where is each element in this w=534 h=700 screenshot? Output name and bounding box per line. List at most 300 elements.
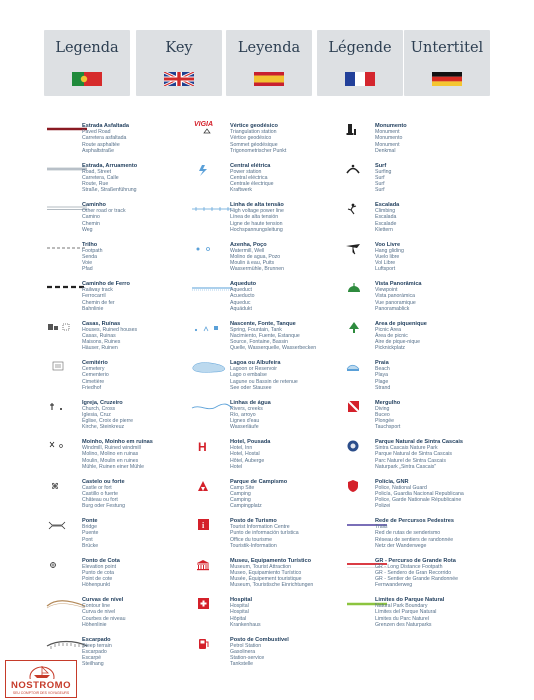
legend-text: [82, 123, 202, 154]
legend-translation: Vol Libre: [375, 260, 396, 267]
legend-translation: Vue panoramique: [375, 299, 416, 306]
legend-translation: Monument: [375, 141, 400, 148]
legend-translation: Picknickplatz: [375, 345, 405, 352]
legend-title: Curvas de nível: [82, 597, 124, 603]
legend-item: [45, 400, 202, 438]
legend-translation: Hotel, Hostal: [230, 451, 260, 458]
legend-title: Monumento: [375, 123, 407, 129]
legend-translation: Naturpark „Sintra Cascais": [375, 463, 437, 470]
legend-translation: Pont: [82, 536, 93, 543]
legend-text: [82, 163, 202, 194]
legend-translation: Hospital: [230, 603, 249, 610]
legend-title: Praia: [375, 360, 389, 366]
legend-text: [230, 558, 350, 589]
legend-translation: Quelle, Wasserquelle, Wasserbecken: [230, 345, 317, 352]
legend-translation: Molino, Molino en ruinas: [82, 451, 139, 458]
legend-title: Castelo ou forte: [82, 478, 125, 485]
waterline-icon: [190, 400, 234, 414]
logo-name: NOSTROMO: [11, 680, 71, 691]
legend-translation: Natural Park Boundary: [375, 603, 428, 610]
legend-translation: Klettern: [375, 226, 393, 233]
legend-translation: Pfad: [82, 266, 93, 273]
legend-title: Linha de alta tensão: [230, 202, 284, 208]
legend-item: [345, 479, 495, 517]
legend-translation: See oder Stausee: [230, 384, 272, 391]
legend-translation: Red de rutas de senderismo: [375, 530, 441, 537]
legend-translation: Surf: [375, 174, 385, 181]
legend-text: [82, 281, 202, 312]
legend-text: [82, 479, 202, 510]
legend-title: Cemitério: [82, 360, 108, 366]
legend-translation: Friedhof: [82, 384, 102, 391]
legend-translation: Nacimiento, Fuente, Estanque: [230, 332, 300, 339]
legend-translation: Häuser, Ruinen: [82, 345, 118, 352]
ship-logo-icon: [28, 663, 56, 679]
legend-title: Museu, Equipamento Turístico: [230, 557, 312, 564]
legend-translation: Trails: [375, 524, 388, 531]
legend-translation: Campingplatz: [230, 503, 262, 510]
legend-translation: Parque Natural de Sintra Cascais: [375, 451, 452, 458]
legend-translation: Beach: [375, 366, 390, 373]
legend-translation: Houses, Ruined houses: [82, 326, 138, 333]
legend-translation: Museum, Touristische Einrichtungen: [230, 582, 314, 589]
legend-translation: Power station: [230, 168, 262, 175]
legend-item: [190, 558, 350, 596]
legend-translation: Molino de agua, Pozo: [230, 253, 281, 260]
legend-translation: Point de cote: [82, 576, 113, 583]
legend-text: [375, 123, 495, 154]
legend-item: [190, 202, 350, 240]
geodesic-vertex-icon: [190, 123, 234, 137]
legend-item: [45, 202, 202, 240]
legend-translation: Puente: [82, 530, 99, 537]
legend-title: Linhas de água: [230, 399, 271, 406]
legend-translation: Cimetière: [82, 378, 105, 385]
legend-translation: Centrale électrique: [230, 181, 274, 188]
legend-translation: Petrol Station: [230, 642, 262, 649]
legend-text: [82, 242, 202, 273]
legend-translation: Punto de información turística: [230, 530, 299, 537]
legend-translation: Surf: [375, 187, 385, 194]
legend-item: [345, 321, 495, 359]
legend-translation: Voie: [82, 260, 93, 267]
legend-translation: Lagune ou Bassin de retenue: [230, 378, 298, 385]
legend-translation: Polizei: [375, 503, 391, 510]
legend-text: [230, 400, 350, 431]
legend-item: [190, 439, 350, 477]
legend-translation: Paved Road: [82, 129, 111, 136]
legend-text: [375, 400, 495, 431]
legend-text: [375, 360, 495, 391]
legend-translation: Castillo o fuerte: [82, 490, 119, 497]
legend-item: [345, 360, 495, 398]
legend-translation: Plage: [375, 378, 389, 385]
legend-text: [375, 439, 495, 470]
legend-text: [82, 518, 202, 549]
legend-translation: Denkmal: [375, 147, 396, 154]
legend-translation: Fernwanderweg: [375, 582, 413, 589]
legend-translation: Moulin, Moulin en ruines: [82, 457, 139, 464]
legend-translation: Buceo: [375, 411, 390, 418]
power-line-icon: [190, 202, 234, 216]
tab-label: Legenda: [55, 40, 119, 56]
legend-text: [230, 518, 350, 549]
legend-translation: Hôtel, Auberge: [230, 457, 265, 464]
legend-item: [345, 400, 495, 438]
legend-title: Ponte: [82, 518, 98, 524]
legend-translation: Wassermühle, Brunnen: [230, 266, 285, 273]
legend-text: [82, 360, 202, 391]
hotel-icon: [190, 439, 234, 453]
legend-item: [45, 597, 202, 635]
legend-translation: Wasserläufe: [230, 424, 259, 431]
legend-item: [190, 360, 350, 398]
legend-item: [45, 242, 202, 280]
legend-translation: Central eléctrica: [230, 174, 268, 181]
legend-translation: Straße, Straßenführung: [82, 187, 137, 194]
legend-item: [190, 400, 350, 438]
legend-title: Nascente, Fonte, Tanque: [230, 320, 296, 327]
legend-item: [45, 163, 202, 201]
legend-title: Estrada Asfaltada: [82, 123, 130, 129]
legend-text: [230, 597, 350, 628]
legend-translation: Lago o embalse: [230, 372, 267, 379]
legend-translation: Punto de cota: [82, 569, 115, 576]
legend-translation: Museum, Tourist Attraction: [230, 563, 292, 570]
legend-translation: Surfing: [375, 168, 392, 175]
legend-translation: Monument: [375, 129, 400, 136]
legend-title: Parque Natural de Sintra Cascais: [375, 439, 463, 445]
legend-text: [230, 281, 350, 312]
legend-translation: Other road or track: [82, 208, 126, 215]
legend-translation: Tauchsport: [375, 424, 401, 431]
legend-translation: Escarpado: [82, 648, 107, 655]
legend-translation: Plongée: [375, 418, 395, 425]
legend-item: [45, 558, 202, 596]
legend-title: Surf: [375, 162, 387, 169]
legend-translation: Área de picnic: [375, 332, 408, 339]
legend-translation: GR - Sentier de Grande Randonnée: [375, 576, 459, 583]
svg-text:i: i: [202, 521, 205, 530]
legend-translation: Castle or fort: [82, 484, 112, 491]
legend-translation: Steilhang: [82, 661, 104, 668]
legend-title: Posto de Turismo: [230, 518, 277, 524]
legend-item: [345, 202, 495, 240]
legend-translation: Office du tourisme: [230, 536, 272, 543]
legend-title: Escalada: [375, 202, 400, 208]
legend-title: Moinho, Moinho em ruínas: [82, 439, 153, 445]
legend-translation: Escalada: [375, 214, 397, 221]
legend-translation: Tourist Information Centre: [230, 524, 290, 531]
legend-translation: Acueducto: [230, 293, 255, 300]
legend-translation: Maisons, Ruines: [82, 339, 121, 346]
legend-text: [82, 202, 202, 233]
legend-title: Aqueduto: [230, 281, 257, 287]
legend-text: [375, 321, 495, 352]
legend-translation: Sintra Cascais Nature Park: [375, 445, 438, 452]
logo-tagline: SEU COMPTOIR DES VOYAGEURS: [12, 691, 70, 695]
legend-translation: Railway track: [82, 287, 113, 294]
legend-translation: Bahnlinie: [82, 305, 104, 312]
legend-text: [82, 637, 202, 668]
legend-translation: Brücke: [82, 542, 99, 549]
legend-translation: Kraftwerk: [230, 187, 252, 194]
legend-translation: Burg oder Festung: [82, 503, 125, 510]
legend-text: [375, 597, 495, 628]
legend-translation: Viewpoint: [375, 287, 398, 294]
legend-translation: Road, Street: [82, 168, 112, 175]
legend-item: [345, 518, 495, 556]
legend-translation: Lignes d'eau: [230, 418, 260, 425]
legend-title: Vista Panorâmica: [375, 281, 422, 287]
legend-translation: Réseau de sentiers de randonnée: [375, 536, 454, 543]
legend-translation: Route, Rue: [82, 181, 109, 188]
legend-translation: Cementerio: [82, 372, 109, 379]
nostromo-logo: [5, 660, 77, 698]
legend-translation: Touristik-Information: [230, 542, 277, 549]
legend-translation: Camp Site: [230, 484, 255, 491]
legend-translation: Aqueduct: [230, 287, 252, 294]
legend-translation: Chemin: [82, 220, 100, 227]
legend-item: [345, 597, 495, 635]
legend-text: [230, 163, 350, 194]
legend-translation: Trigonometrischer Punkt: [230, 147, 287, 154]
legend-item: [345, 558, 495, 596]
hospital-icon: [190, 597, 234, 611]
legend-translation: Línea de alta tensión: [230, 214, 279, 221]
legend-text: [82, 321, 202, 352]
legend-item: [345, 242, 495, 280]
legend-text: [375, 281, 495, 312]
legend-translation: Hôpital: [230, 615, 247, 622]
legend-translation: Diving: [375, 405, 390, 412]
legend-translation: Windmill, Ruined windmill: [82, 445, 141, 452]
legend-text: [230, 439, 350, 470]
legend-translation: Asphaltstraße: [82, 147, 115, 154]
legend-title: Hotel, Pousada: [230, 439, 271, 445]
legend-text: [375, 163, 495, 194]
legend-translation: Aire de pique-nique: [375, 339, 420, 346]
tab-label: Untertitel: [410, 40, 484, 56]
legend-translation: GR - Sendero de Gran Recorrido: [375, 569, 452, 576]
spring-fountain-icon: [190, 321, 234, 335]
legend-translation: Police, National Guard: [375, 484, 427, 491]
legend-translation: Hospital: [230, 609, 249, 616]
legend-text: [230, 637, 350, 668]
legend-text: [375, 242, 495, 273]
legend-translation: Weg: [82, 226, 93, 233]
legend-translation: Triangulation station: [230, 129, 277, 136]
legend-translation: Río, arroyo: [230, 411, 256, 418]
legend-item: [45, 123, 202, 161]
legend-text: [375, 479, 495, 510]
legend-title: GR - Percurso de Grande Rota: [375, 557, 456, 564]
legend-title: Limites do Parque Natural: [375, 597, 445, 603]
legend-title: Parque de Campismo: [230, 478, 288, 485]
legend-item: [45, 360, 202, 398]
legend-translation: Château ou fort: [82, 497, 118, 504]
legend-translation: Iglesia, Cruz: [82, 411, 111, 418]
legend-item: [45, 281, 202, 319]
legend-translation: Escalade: [375, 220, 397, 227]
legend-title: Central elétrica: [230, 162, 271, 169]
legend-item: [45, 479, 202, 517]
legend-item: [190, 597, 350, 635]
legend-translation: Aqueduc: [230, 299, 251, 306]
legend-translation: Strand: [375, 384, 391, 391]
legend-text: [230, 479, 350, 510]
legend-translation: Chemin de fer: [82, 299, 115, 306]
legend-translation: Camping: [230, 497, 251, 504]
legend-item: [345, 163, 495, 201]
legend-translation: Lagoon or Reservoir: [230, 366, 278, 373]
legend-translation: Panoramablick: [375, 305, 410, 312]
legend-translation: Rivers, creeks: [230, 405, 263, 412]
legend-translation: Camino: [82, 214, 100, 221]
legend-translation: Curva de nivel: [82, 609, 116, 616]
legend-translation: Elevation point: [82, 563, 117, 570]
tab-label: Key: [165, 40, 193, 56]
legend-item: [45, 518, 202, 556]
legend-translation: Senda: [82, 253, 98, 260]
legend-translation: GR - Long Distance Footpath: [375, 563, 443, 570]
legend-translation: Hang gliding: [375, 247, 404, 254]
legend-translation: Limites du Parc Naturel: [375, 615, 429, 622]
svg-text:⌘: ⌘: [51, 481, 59, 491]
legend-translation: Ferrocarril: [82, 293, 106, 300]
legend-item: [190, 479, 350, 517]
legend-translation: Carretera, Calle: [82, 174, 119, 181]
legend-title: Ponto de Cota: [82, 557, 120, 564]
legend-text: [82, 597, 202, 628]
legend-translation: Spring, Fountain, Tank: [230, 326, 282, 333]
legend-item: [190, 281, 350, 319]
legend-text: [230, 321, 350, 352]
legend-item: [45, 321, 202, 359]
legend-translation: Casas, Ruinas: [82, 332, 116, 339]
legend-item: [190, 321, 350, 359]
legend-translation: Contour line: [82, 603, 110, 610]
legend-translation: Hotel: [230, 463, 243, 470]
legend-item: [190, 637, 350, 675]
legend-translation: Gasolinera: [230, 648, 256, 655]
legend-translation: Escarpé: [82, 655, 102, 662]
legend-translation: Vista panorámica: [375, 293, 415, 300]
legend-text: [230, 202, 350, 233]
tourist-info-icon: [190, 518, 234, 532]
legend-translation: Courbes de niveau: [82, 615, 126, 622]
legend-title: Hospital: [230, 597, 253, 603]
legend-title: Polícia, GNR: [375, 478, 409, 485]
legend-text: [82, 400, 202, 431]
legend-title: Escarpado: [82, 636, 111, 643]
legend-translation: Surf: [375, 181, 385, 188]
power-station-icon: [190, 163, 234, 177]
legend-translation: Moulin à eau, Puits: [230, 260, 275, 267]
legend-title: Trilho: [82, 241, 98, 248]
legend-title: Azenha, Poço: [230, 241, 267, 248]
legend-translation: Ligne de haute tension: [230, 220, 283, 227]
legend-item: [345, 123, 495, 161]
legend-item: [190, 518, 350, 556]
legend-translation: Police, Garde Nationale Républicaine: [375, 497, 462, 504]
legend-text: [230, 242, 350, 273]
legend-text: [82, 439, 202, 470]
legend-title: Lagoa ou Albufeira: [230, 360, 281, 366]
legend-title: Área de piquenique: [375, 320, 427, 327]
legend-translation: Policía, Guardia Nacional Republicana: [375, 490, 464, 497]
legend-translation: Musée, Équipement touristique: [230, 576, 302, 583]
legend-text: [375, 518, 495, 549]
legend-translation: Bridge: [82, 524, 97, 531]
legend-item: [190, 242, 350, 280]
legend-translation: Vuelo libre: [375, 253, 400, 260]
legend-item: [345, 281, 495, 319]
legend-title: Rede de Percursos Pedestres: [375, 518, 454, 524]
legend-translation: Carretera asfaltada: [82, 135, 127, 142]
legend-translation: Vértice geodésico: [230, 135, 272, 142]
legend-item: [190, 163, 350, 201]
legend-translation: Watermill, Well: [230, 247, 265, 254]
legend-text: [230, 360, 350, 391]
aqueduct-icon: [190, 281, 234, 295]
tab-label: Leyenda: [237, 40, 301, 56]
legend-translation: Église, Croix de pierre: [82, 418, 134, 425]
museum-icon: [190, 558, 234, 572]
legend-translation: Höhenpunkt: [82, 582, 110, 589]
legend-title: Igreja, Cruzeiro: [82, 399, 123, 406]
legend-title: Posto de Combustível: [230, 636, 289, 643]
legend-item: [345, 439, 495, 477]
legend-translation: High voltage power line: [230, 208, 284, 215]
legend-translation: Cemetery: [82, 366, 105, 373]
legend-translation: Límites del Parque Natural: [375, 609, 437, 616]
legend-title: Mergulho: [375, 399, 401, 406]
legend-translation: Luftsport: [375, 266, 396, 273]
legend-translation: Mühle, Ruinen einer Mühle: [82, 463, 144, 470]
legend-translation: Kirche, Steinkreuz: [82, 424, 125, 431]
legend-translation: Grenzen des Naturparks: [375, 621, 432, 628]
legend-text: [230, 123, 350, 154]
legend-translation: Church, Cross: [82, 405, 116, 412]
legend-translation: Höhenlinie: [82, 621, 107, 628]
legend-translation: Tankstelle: [230, 661, 254, 668]
legend-translation: Museo, Equipamiento Turístico: [230, 569, 302, 576]
legend-text: [375, 558, 495, 589]
legend-translation: Hotel, Inn: [230, 445, 253, 452]
legend-translation: Steep terrain: [82, 642, 112, 649]
lake-reservoir-icon: [190, 360, 234, 374]
legend-title: Caminho de Ferro: [82, 281, 130, 287]
legend-translation: Monumento: [375, 135, 403, 142]
vigia-label: VIGIA: [194, 121, 214, 128]
legend-translation: Krankenhaus: [230, 621, 261, 628]
legend-text: [82, 558, 202, 589]
legend-translation: Netz der Wanderwege: [375, 542, 427, 549]
legend-translation: Picnic Area: [375, 326, 401, 333]
legend-translation: Source, Fontaine, Bassin: [230, 339, 288, 346]
legend-translation: Hochspannungsleitung: [230, 226, 283, 233]
fuel-station-icon: [190, 637, 234, 651]
legend-item: [45, 439, 202, 477]
legend-title: Vértice geodésico: [230, 123, 278, 129]
legend-item: [190, 123, 350, 161]
tab-label: Légende: [328, 40, 392, 56]
legend-translation: Camping: [230, 490, 251, 497]
legend-translation: Climbing: [375, 208, 396, 215]
legend-title: Estrada, Arruamento: [82, 162, 138, 169]
camp-site-icon: [190, 479, 234, 493]
